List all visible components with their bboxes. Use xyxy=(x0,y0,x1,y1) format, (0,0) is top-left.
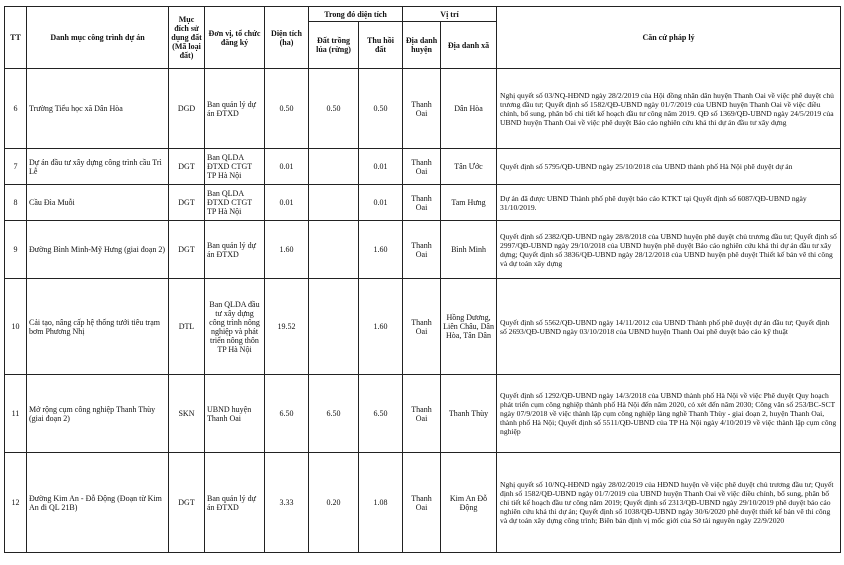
cell-project: Đường Bình Minh-Mỹ Hưng (giai đoạn 2) xyxy=(27,221,169,279)
cell-project: Mở rộng cụm công nghiệp Thanh Thùy (giai đoạn 2) xyxy=(27,375,169,453)
cell-commune: Hồng Dương, Liên Châu, Dân Hòa, Tân Dân xyxy=(441,279,497,375)
cell-tt: 9 xyxy=(5,221,27,279)
table-row xyxy=(5,279,841,375)
cell-legal: Nghị quyết số 03/NQ-HĐND ngày 28/2/2019 của Hội đồng nhân dân huyện Thanh Oai về việc phê duyệt chủ trương đầu tư; Quyết định số 1582/QĐ-UBND ngày 01/7/2019 của UBND huyện Thanh Oai về việc điều chỉnh, bổ sung, phân bổ chi tiết kế hoạch đầu tư công năm 2019. QĐ số 1369/QĐ-UBND ngày 24/5/2019 của UBND huyện Thanh Oai về việc phê duyệt Báo cáo nghiên cứu khả thi dự án đầu tư xây dựng xyxy=(497,69,841,149)
cell-rice: 0.20 xyxy=(309,453,359,553)
cell-tt: 11 xyxy=(5,375,27,453)
cell-recovered: 1.60 xyxy=(359,279,403,375)
header-location: Vị trí xyxy=(403,7,497,22)
table-row xyxy=(5,69,841,149)
cell-legal: Dự án đã được UBND Thành phố phê duyệt báo cáo KTKT tại Quyết định số 6087/QĐ-UBND ngày 31/10/2019. xyxy=(497,185,841,221)
cell-tt: 6 xyxy=(5,69,27,149)
header-commune: Địa danh xã xyxy=(441,22,497,69)
table-row xyxy=(5,185,841,221)
cell-recovered: 6.50 xyxy=(359,375,403,453)
cell-commune: Thanh Thùy xyxy=(441,375,497,453)
header-recovered: Thu hồi đất xyxy=(359,22,403,69)
cell-tt: 12 xyxy=(5,453,27,553)
header-of-which: Trong đó diện tích xyxy=(309,7,403,22)
cell-district: Thanh Oai xyxy=(403,375,441,453)
cell-legal: Quyết định số 5795/QĐ-UBND ngày 25/10/2018 của UBND thành phố Hà Nội phê duyệt dự án xyxy=(497,149,841,185)
document-page xyxy=(4,6,840,553)
header-area: Diện tích (ha) xyxy=(265,7,309,69)
cell-commune: Tân Ước xyxy=(441,149,497,185)
cell-unit: Ban quản lý dự án ĐTXD xyxy=(205,453,265,553)
cell-unit: UBND huyện Thanh Oai xyxy=(205,375,265,453)
cell-legal: Quyết định số 1292/QĐ-UBND ngày 14/3/2018 của UBND thành phố Hà Nội về việc Phê duyệt Quy hoạch phát triển cụm công nghiệp thành phố Hà Nội đến năm 2020, có xét đến năm 2030; Công văn số 253/BC-SCT ngày 07/9/2018 về việc thành lập cụm công nghiệp làng nghề Thanh Thùy - giai đoạn 2, huyện Thanh Oai, thành phố Hà Nội; Quyết định số 5511/QĐ-UBND của TP Hà Nội ngày 4/10/2019 về việc thành lập cụm công nghiệp xyxy=(497,375,841,453)
cell-rice xyxy=(309,185,359,221)
cell-project: Dự án đầu tư xây dựng công trình cầu Trì Lễ xyxy=(27,149,169,185)
cell-commune: Dân Hòa xyxy=(441,69,497,149)
cell-area: 3.33 xyxy=(265,453,309,553)
cell-purpose: DGT xyxy=(169,185,205,221)
cell-rice: 0.50 xyxy=(309,69,359,149)
cell-area: 19.52 xyxy=(265,279,309,375)
cell-rice xyxy=(309,279,359,375)
cell-district: Thanh Oai xyxy=(403,149,441,185)
header-rice: Đất trồng lúa (rừng) xyxy=(309,22,359,69)
cell-recovered: 0.01 xyxy=(359,149,403,185)
cell-area: 1.60 xyxy=(265,221,309,279)
cell-legal: Quyết định số 5562/QĐ-UBND ngày 14/11/2012 của UBND Thành phố phê duyệt dự án đầu tư; Quyết định số 2693/QĐ-UBND ngày 03/10/2018 của UBND huyện Thanh Oai phê duyệt báo cáo kỹ thuật xyxy=(497,279,841,375)
cell-commune: Tam Hưng xyxy=(441,185,497,221)
cell-recovered: 1.60 xyxy=(359,221,403,279)
cell-rice xyxy=(309,149,359,185)
cell-district: Thanh Oai xyxy=(403,185,441,221)
cell-legal: Quyết định số 2382/QĐ-UBND ngày 28/8/2018 của UBND huyện phê duyệt chủ trương đầu tư; Quyết định số 2997/QĐ-UBND ngày 29/10/2018 của UBND huyện phê duyệt Báo cáo nghiên cứu khả thi dự án đầu tư xây dựng; Quyết định số 3836/QĐ-UBND ngày 28/12/2018 của UBND huyện phê duyệt Thiết kế bản vẽ thi công và dự toán xây dựng xyxy=(497,221,841,279)
cell-rice: 6.50 xyxy=(309,375,359,453)
cell-project: Đường Kim An - Đỗ Động (Đoạn từ Kim An đi QL 21B) xyxy=(27,453,169,553)
cell-recovered: 1.08 xyxy=(359,453,403,553)
cell-area: 0.50 xyxy=(265,69,309,149)
cell-tt: 8 xyxy=(5,185,27,221)
table-row xyxy=(5,375,841,453)
cell-purpose: DGT xyxy=(169,149,205,185)
table-row xyxy=(5,453,841,553)
header-unit: Đơn vị, tổ chức đăng ký xyxy=(205,7,265,69)
cell-commune: Kim An Đỗ Động xyxy=(441,453,497,553)
cell-purpose: DGD xyxy=(169,69,205,149)
cell-legal: Nghị quyết số 10/NQ-HĐND ngày 28/02/2019 của HĐND huyện về việc phê duyệt chủ trương đầu tư; Quyết định số 1582/QĐ-UBND ngày 01/7/2019 của UBND huyện Thanh Oai về việc điều chỉnh, bổ sung, phân bổ chi tiết kế hoạch đầu tư công năm 2019; Quyết định số 2313/QĐ-UBND ngày 29/10/2019 phê duyệt báo cáo nghiên cứu khả thi dự án; Quyết định số 1038/QĐ-UBND ngày 30/6/2020 phê duyệt thiết kế bản vẽ thi công và dự toán xây dựng công trình; Biên bản định vị mốc giới của Sở tài nguyên ngày 22/9/2020 xyxy=(497,453,841,553)
cell-recovered: 0.50 xyxy=(359,69,403,149)
cell-tt: 10 xyxy=(5,279,27,375)
cell-district: Thanh Oai xyxy=(403,453,441,553)
cell-project: Cầu Đìa Muỗi xyxy=(27,185,169,221)
land-use-projects-table xyxy=(4,6,841,553)
header-district: Địa danh huyện xyxy=(403,22,441,69)
cell-purpose: DGT xyxy=(169,221,205,279)
cell-rice xyxy=(309,221,359,279)
cell-purpose: DGT xyxy=(169,453,205,553)
cell-unit: Ban QLDA đầu tư xây dựng công trình nông nghiệp và phát triển nông thôn TP Hà Nội xyxy=(205,279,265,375)
cell-commune: Bình Minh xyxy=(441,221,497,279)
cell-unit: Ban quản lý dự án ĐTXD xyxy=(205,69,265,149)
table-row xyxy=(5,149,841,185)
header-project: Danh mục công trình dự án xyxy=(27,7,169,69)
header-legal: Căn cứ pháp lý xyxy=(497,7,841,69)
cell-project: Cải tạo, nâng cấp hệ thống tưới tiêu trạm bơm Phương Nhị xyxy=(27,279,169,375)
cell-recovered: 0.01 xyxy=(359,185,403,221)
cell-unit: Ban quản lý dự án ĐTXD xyxy=(205,221,265,279)
cell-area: 0.01 xyxy=(265,149,309,185)
header-purpose: Mục đích sử dụng đất (Mã loại đất) xyxy=(169,7,205,69)
cell-district: Thanh Oai xyxy=(403,279,441,375)
cell-district: Thanh Oai xyxy=(403,221,441,279)
cell-purpose: SKN xyxy=(169,375,205,453)
cell-area: 0.01 xyxy=(265,185,309,221)
cell-project: Trường Tiểu học xã Dân Hòa xyxy=(27,69,169,149)
cell-unit: Ban QLDA ĐTXD CTGT TP Hà Nội xyxy=(205,149,265,185)
header-tt: TT xyxy=(5,7,27,69)
cell-purpose: DTL xyxy=(169,279,205,375)
cell-unit: Ban QLDA ĐTXD CTGT TP Hà Nội xyxy=(205,185,265,221)
cell-tt: 7 xyxy=(5,149,27,185)
table-row xyxy=(5,221,841,279)
cell-area: 6.50 xyxy=(265,375,309,453)
cell-district: Thanh Oai xyxy=(403,69,441,149)
